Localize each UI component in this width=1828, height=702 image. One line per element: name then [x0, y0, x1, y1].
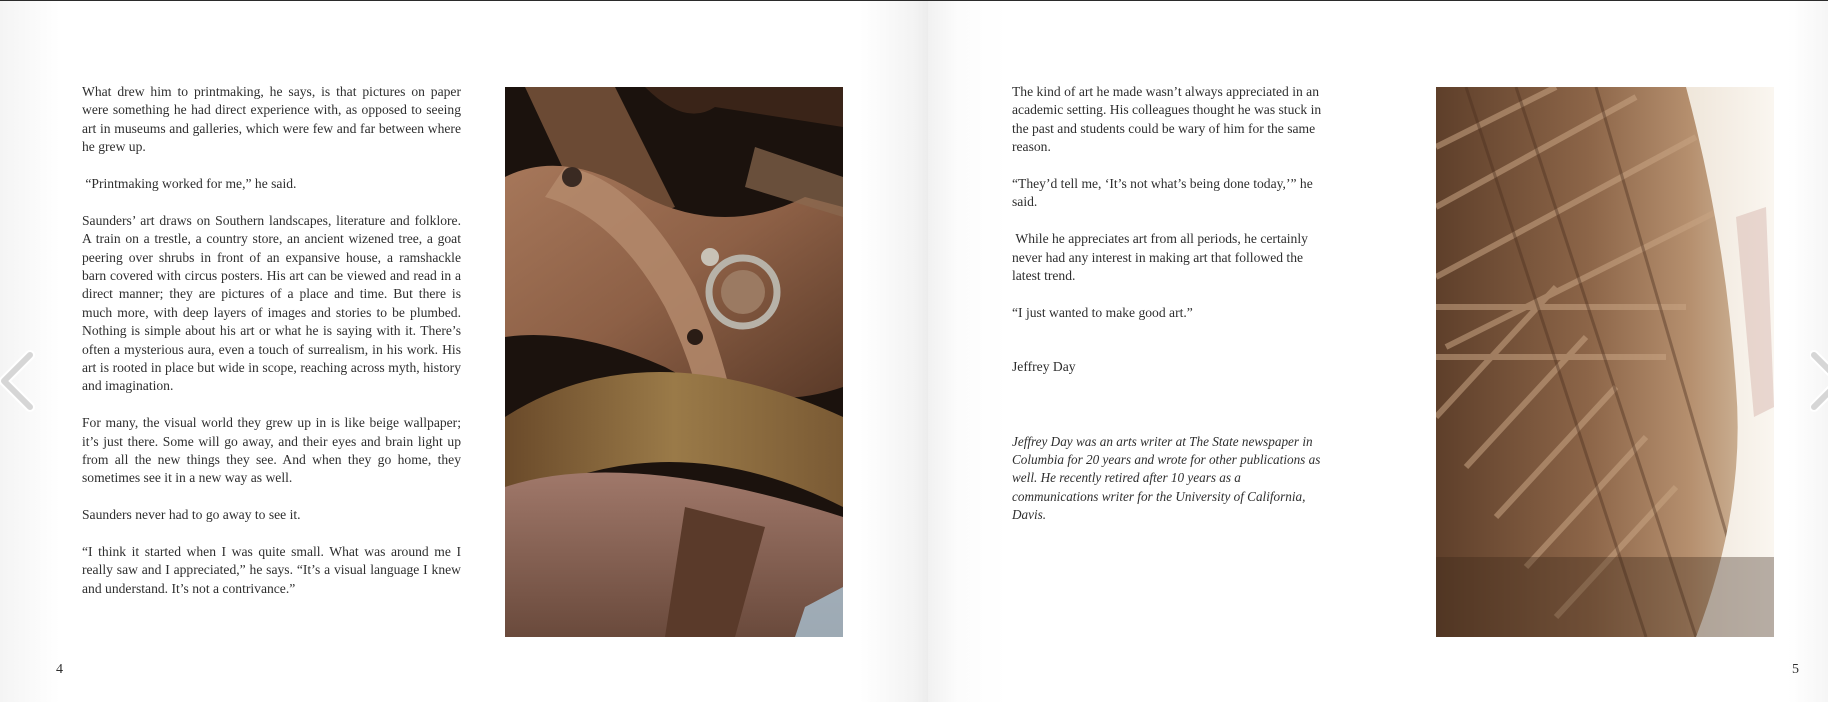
saddle-photo — [505, 87, 843, 637]
paragraph: “I just wanted to make good art.” — [1012, 304, 1193, 320]
author-signature: Jeffrey Day — [1012, 359, 1076, 375]
paragraph: Saunders never had to go away to see it. — [82, 507, 301, 523]
author-bio: Jeffrey Day was an arts writer at The State newspaper in Columbia for 20 years and wrote for other publications as well. He recently retired after 10 years as a communications writer for the University of California, Davis. — [1012, 433, 1321, 523]
left-page-text — [82, 83, 461, 617]
paragraph: “Printmaking worked for me,” he said. — [82, 176, 297, 192]
page-number: 4 — [56, 662, 63, 677]
page-4 — [0, 1, 928, 702]
page-number: 5 — [1792, 662, 1799, 677]
paragraph: “They’d tell me, ‘It’s not what’s being done today,’” he said. — [1012, 176, 1313, 210]
paragraph: Saunders’ art draws on Southern landscapes, literature and folklore. A train on a trestle, a country store, an ancient wizened tree, a goat peering over shrubs in front of an expansive house, a ramshackle barn covered with circus posters. His art can be viewed and read in a direct manner; they are pictures of a place and time. But there is much more, with deep layers of images and stories to be plumbed. Nothing is simple about his art or what he is saying with it. There’s often a mysterious aura, even a touch of surrealism, in his work. His art is rooted in place but wide in scope, reaching across myth, history and imagination. — [82, 212, 461, 394]
chevron-left-icon[interactable] — [0, 349, 40, 413]
paragraph: “I think it started when I was quite small. What was around me I really saw and I appreciated,” he says. “It’s a visual language I knew and understand. It’s not a contrivance.” — [82, 544, 461, 596]
chevron-right-icon[interactable] — [1810, 349, 1828, 413]
paragraph: The kind of art he made wasn’t always appreciated in an academic setting. His colleagues thought he was stuck in the past and students could be wary of him for the same reason. — [1012, 84, 1322, 155]
right-page-text — [1012, 83, 1322, 543]
paragraph: For many, the visual world they grew up in is like beige wallpaper; it’s just there. Some will go away, and their eyes and brain light up from all the new things they see. And when they go home, they sometimes see it in a new way as well. — [82, 415, 461, 486]
paragraph: While he appreciates art from all periods, he certainly never had any interest in making art that followed the latest trend. — [1012, 231, 1308, 284]
paragraph: What drew him to printmaking, he says, is that pictures on paper were something he had direct experience with, as opposed to seeing art in museums and galleries, which were few and far between where he grew up. — [82, 84, 461, 155]
page-5 — [928, 1, 1828, 702]
woodblock-photo — [1436, 87, 1774, 637]
